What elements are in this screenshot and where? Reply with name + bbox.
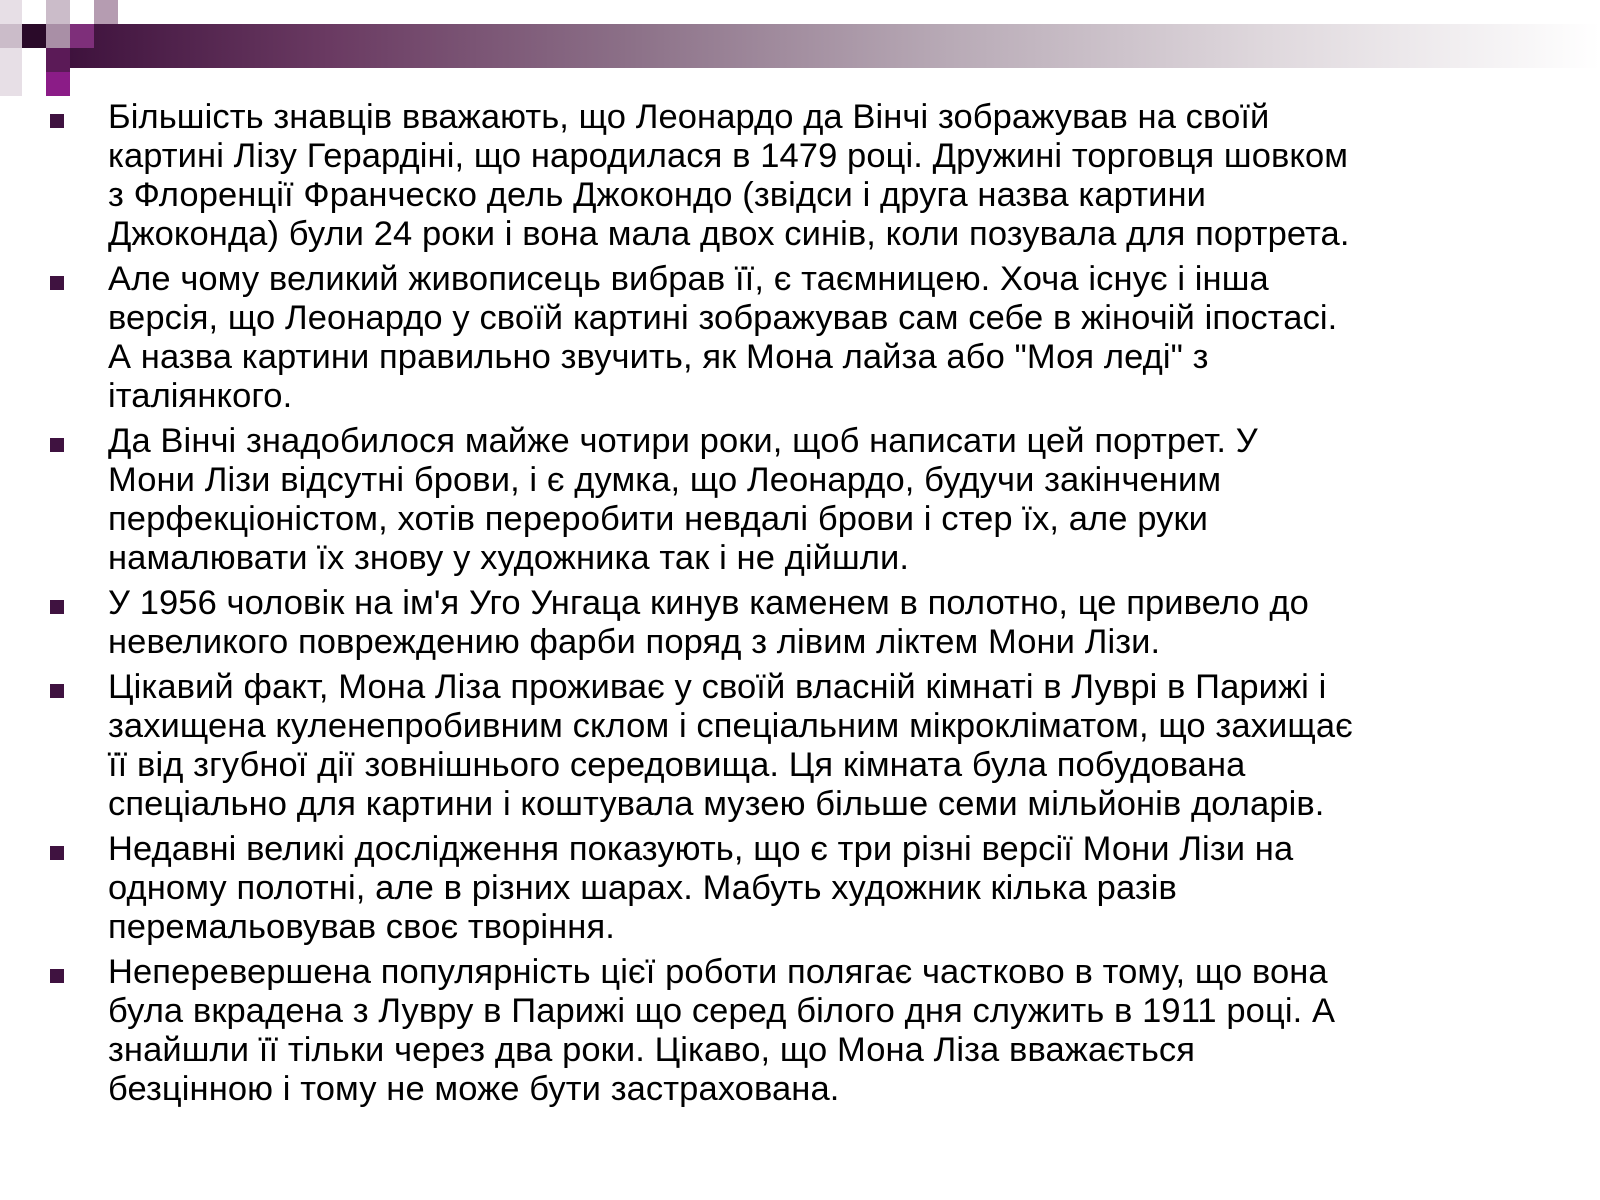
decor-square — [22, 24, 46, 48]
header-gradient-band — [50, 24, 1600, 68]
decor-square — [0, 72, 22, 96]
bullet-text: Цікавий факт, Мона Ліза проживає у своїй власній кімнаті в Луврі в Парижі і захищена куленепробивним склом і спеціальним мікрокліматом, що захищає її від згубної дії зовнішнього середовища. Ця кімната була побудована спеціально для картини і коштувала музею більше семи мільйонів доларів. — [108, 668, 1353, 823]
bullet-text: Недавні великі дослідження показують, що є три різні версії Мони Лізи на одному полотні, але в різних шарах. Мабуть художник кілька разів перемальовував своє творіння. — [108, 830, 1294, 946]
decor-square — [46, 24, 70, 48]
square-bullet-icon — [50, 600, 64, 614]
bullet-text: У 1956 чоловік на ім'я Уго Унгаца кинув каменем в полотно, це привело до невеликого повреждению фарби поряд з лівим ліктем Мони Лізи. — [108, 584, 1309, 661]
decor-square — [0, 24, 22, 48]
bullet-text: Да Вінчі знадобилося майже чотири роки, щоб написати цей портрет. У Мони Лізи відсутні брови, і є думка, що Леонардо, будучи закінченим перфекціоністом, хотів переробити невдалі брови і стер їх, але руки намалювати їх знову у художника так і не дійшли. — [108, 422, 1258, 577]
list-item — [0, 830, 1600, 947]
decor-square — [70, 0, 94, 24]
decor-square — [22, 0, 46, 24]
list-item — [0, 98, 1600, 254]
decor-square — [46, 0, 70, 24]
square-bullet-icon — [50, 684, 64, 698]
list-item — [0, 260, 1600, 416]
bullet-text: Неперевершена популярність цієї роботи полягає частково в тому, що вона була вкрадена з Лувру в Парижі що серед білого дня служить в 1911 році. А знайшли її тільки через два роки. Цікаво, що Мона Ліза вважається безцінною і тому не може бути застрахована. — [108, 953, 1336, 1108]
square-bullet-icon — [50, 114, 64, 128]
decor-square — [22, 48, 46, 72]
bullet-text: Але чому великий живописець вибрав її, є таємницею. Хоча існує і інша версія, що Леонардо у своїй картині зображував сам себе в жіночій іпостасі. А назва картини правильно звучить, як Мона лайза або "Моя леді" з італіянкого. — [108, 260, 1338, 415]
list-item — [0, 953, 1600, 1109]
decor-square — [70, 24, 94, 48]
bullet-list — [0, 98, 1600, 1115]
decor-square — [46, 72, 70, 96]
list-item — [0, 584, 1600, 662]
square-bullet-icon — [50, 969, 64, 983]
decor-square — [0, 48, 22, 72]
decor-square — [46, 48, 70, 72]
square-bullet-icon — [50, 276, 64, 290]
list-item — [0, 422, 1600, 578]
decor-square — [94, 0, 118, 24]
bullet-text: Більшість знавців вважають, що Леонардо да Вінчі зображував на своїй картині Лізу Герардіні, що народилася в 1479 році. Дружині торговця шовком з Флоренції Франческо дель Джокондо (звідси і друга назва картини Джоконда) були 24 роки і вона мала двох синів, коли позувала для портрета. — [108, 98, 1350, 253]
decor-square — [0, 0, 22, 24]
square-bullet-icon — [50, 438, 64, 452]
square-bullet-icon — [50, 846, 64, 860]
list-item — [0, 668, 1600, 824]
